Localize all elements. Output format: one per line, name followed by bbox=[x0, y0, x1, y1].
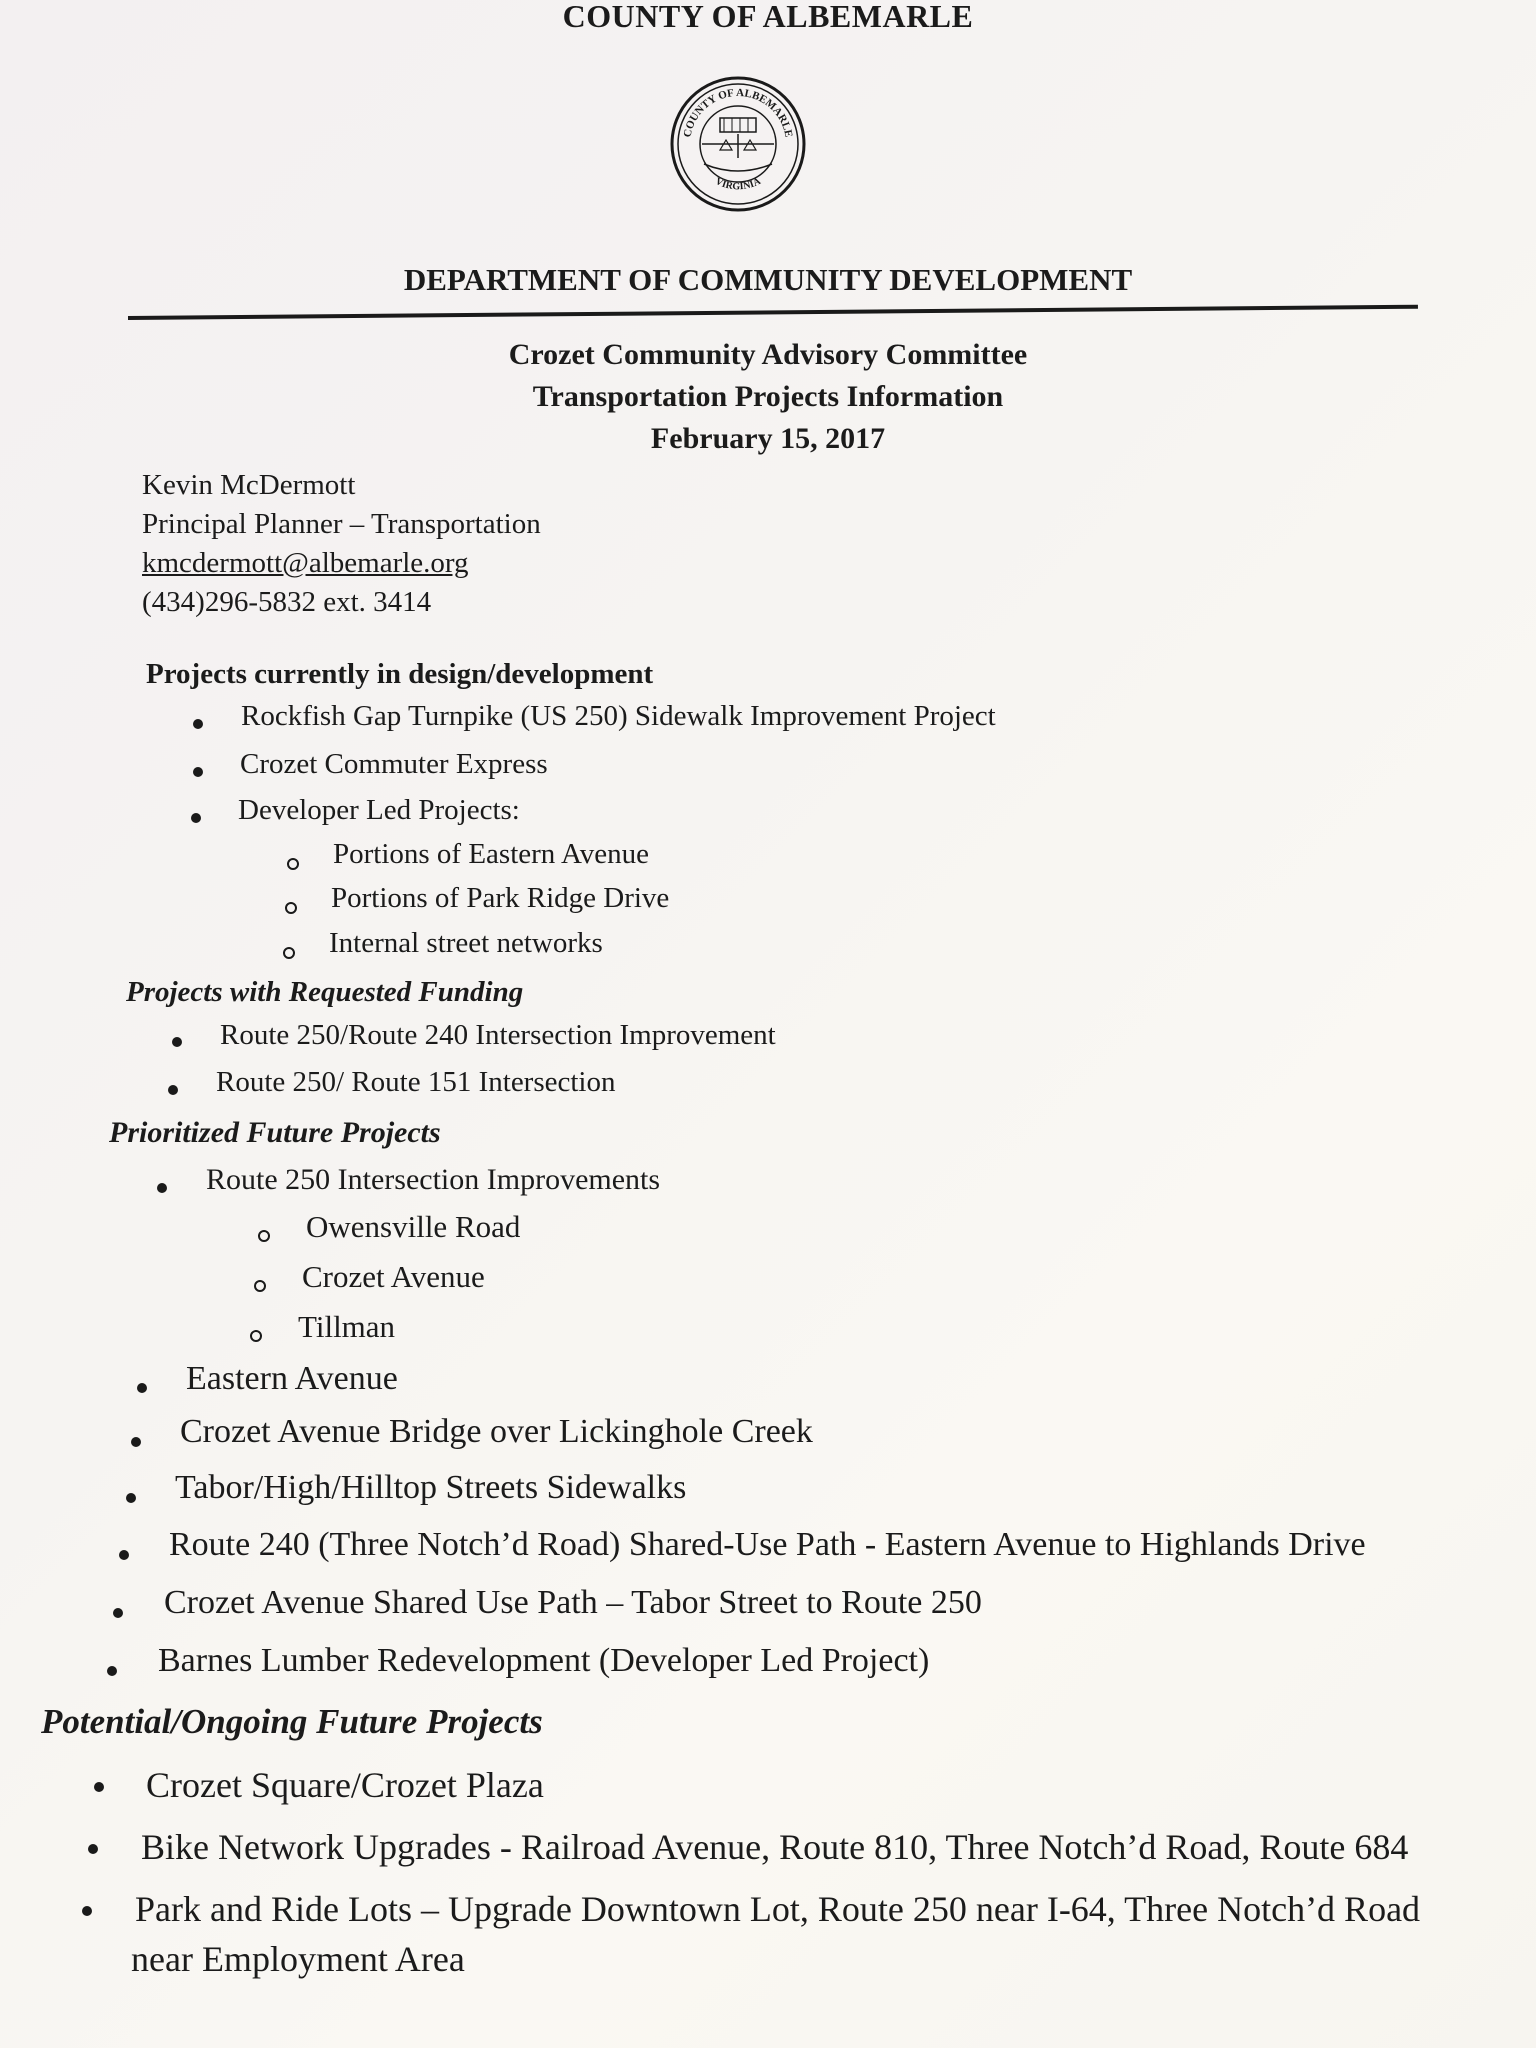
sub-bullet-icon bbox=[287, 858, 299, 870]
list-item: Route 250 Intersection Improvements bbox=[206, 1163, 661, 1196]
list-item: Route 250/ Route 151 Intersection bbox=[216, 1066, 616, 1098]
list-item: Park and Ride Lots – Upgrade Downtown Lot, Route 250 near I-64, Three Notch’d Road bbox=[135, 1889, 1421, 1929]
bullet-icon bbox=[168, 1085, 178, 1095]
sub-bullet-icon bbox=[258, 1230, 270, 1242]
sub-list-item: Portions of Park Ridge Drive bbox=[331, 882, 670, 914]
svg-text:VIRGINIA bbox=[713, 176, 763, 193]
bullet-icon bbox=[88, 1844, 98, 1854]
sub-bullet-icon bbox=[285, 902, 297, 914]
list-item: Crozet Avenue Bridge over Lickinghole Creek bbox=[180, 1413, 813, 1450]
contact-phone: (434)296-5832 ext. 3414 bbox=[142, 586, 432, 618]
bullet-icon bbox=[119, 1550, 129, 1560]
sub-list-item: Tillman bbox=[298, 1309, 396, 1344]
title-line-1: Crozet Community Advisory Committee bbox=[508, 338, 1028, 371]
bullet-icon bbox=[126, 1493, 136, 1503]
sub-bullet-icon bbox=[250, 1330, 262, 1342]
bullet-icon bbox=[113, 1608, 123, 1618]
list-item: Route 250/Route 240 Intersection Improvement bbox=[220, 1019, 776, 1051]
bullet-icon bbox=[107, 1666, 117, 1676]
sub-bullet-icon bbox=[283, 947, 295, 959]
section-heading-design: Projects currently in design/development bbox=[146, 658, 654, 690]
bullet-icon bbox=[193, 767, 203, 777]
county-heading: COUNTY OF ALBEMARLE bbox=[562, 0, 974, 34]
contact-email-link[interactable]: kmcdermott@albemarle.org bbox=[142, 547, 469, 579]
list-item: Crozet Square/Crozet Plaza bbox=[146, 1765, 544, 1805]
contact-block bbox=[142, 466, 541, 622]
sub-bullet-icon bbox=[254, 1280, 266, 1292]
title-date: February 15, 2017 bbox=[650, 422, 886, 455]
list-item: Barnes Lumber Redevelopment (Developer Led Project) bbox=[158, 1642, 930, 1679]
svg-text:COUNTY OF ALBEMARLE bbox=[681, 87, 794, 139]
bullet-icon bbox=[193, 719, 203, 729]
list-item: Bike Network Upgrades - Railroad Avenue, Route 810, Three Notch’d Road, Route 684 bbox=[141, 1827, 1409, 1867]
bullet-icon bbox=[172, 1037, 182, 1047]
section-heading-prioritized: Prioritized Future Projects bbox=[109, 1116, 441, 1149]
bullet-icon bbox=[137, 1383, 147, 1393]
contact-name: Kevin McDermott bbox=[142, 469, 356, 501]
list-item: Eastern Avenue bbox=[186, 1360, 398, 1397]
list-item: Developer Led Projects: bbox=[238, 794, 520, 826]
bullet-icon bbox=[82, 1906, 92, 1916]
bullet-icon bbox=[191, 813, 201, 823]
sub-list-item: Portions of Eastern Avenue bbox=[333, 838, 649, 870]
county-seal-icon bbox=[668, 74, 808, 214]
list-item: Crozet Commuter Express bbox=[240, 748, 548, 780]
sub-list-item: Crozet Avenue bbox=[302, 1259, 485, 1294]
bullet-icon bbox=[94, 1782, 104, 1792]
list-item: Tabor/High/Hilltop Streets Sidewalks bbox=[175, 1469, 687, 1506]
sub-list-item: Owensville Road bbox=[306, 1209, 521, 1244]
bullet-icon bbox=[131, 1437, 141, 1447]
list-item: Route 240 (Three Notch’d Road) Shared-Use Path - Eastern Avenue to Highlands Drive bbox=[169, 1526, 1366, 1563]
title-line-2: Transportation Projects Information bbox=[532, 380, 1004, 413]
bullet-icon bbox=[157, 1183, 167, 1193]
list-item: Rockfish Gap Turnpike (US 250) Sidewalk Improvement Project bbox=[241, 700, 996, 732]
seal-ring-bottom: VIRGINIA bbox=[713, 175, 763, 193]
section-heading-potential: Potential/Ongoing Future Projects bbox=[41, 1702, 543, 1741]
contact-role: Principal Planner – Transportation bbox=[142, 508, 541, 540]
seal-ring-top: COUNTY OF ALBEMARLE bbox=[681, 86, 795, 139]
section-heading-funding: Projects with Requested Funding bbox=[126, 976, 524, 1008]
list-item-continuation: near Employment Area bbox=[131, 1939, 465, 1979]
department-heading: DEPARTMENT OF COMMUNITY DEVELOPMENT bbox=[403, 262, 1133, 297]
list-item: Crozet Avenue Shared Use Path – Tabor Street to Route 250 bbox=[164, 1584, 982, 1621]
sub-list-item: Internal street networks bbox=[329, 927, 603, 959]
